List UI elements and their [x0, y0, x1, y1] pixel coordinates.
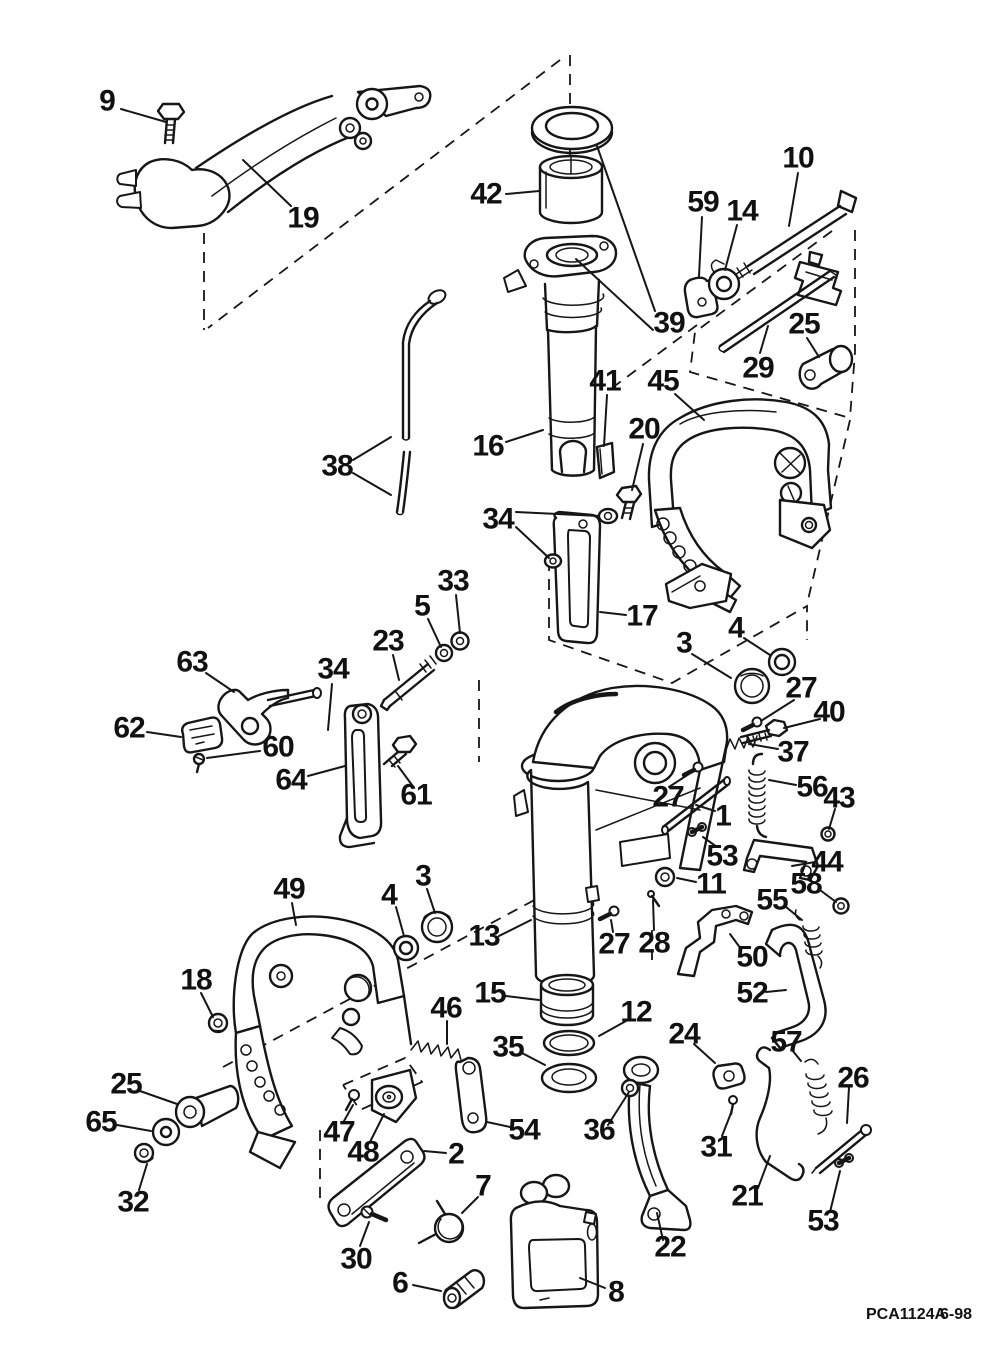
part-41-wedge — [597, 443, 614, 478]
callout-number-27-43: 27 — [598, 927, 630, 961]
part-56-spring — [749, 754, 766, 837]
part-46-spring — [411, 1041, 461, 1060]
part-3-bushing-right — [735, 669, 769, 703]
callout-number-63-21: 63 — [176, 645, 208, 679]
figure-date: 6-98 — [940, 1306, 973, 1323]
leader-line-38-13 — [353, 437, 391, 460]
part-60-screw — [194, 754, 204, 772]
callout-number-3-41: 3 — [415, 859, 431, 893]
callout-number-44-35: 44 — [811, 845, 843, 879]
leader-line-34-22 — [328, 684, 332, 730]
leader-line-17-15 — [600, 612, 626, 615]
leader-line-62-25 — [147, 732, 181, 737]
callout-number-54-61: 54 — [508, 1113, 540, 1147]
callout-number-60-26: 60 — [262, 730, 294, 764]
callout-number-55-38: 55 — [756, 883, 788, 917]
callout-number-52-47: 52 — [736, 976, 768, 1010]
callout-number-34-14: 34 — [482, 502, 514, 536]
part-7-torsion-spring — [419, 1201, 463, 1243]
callout-number-25-54: 25 — [110, 1067, 142, 1101]
leader-line-52-47 — [766, 990, 786, 992]
part-17-link-plate — [554, 512, 600, 643]
callout-number-42-2: 42 — [470, 177, 502, 211]
callout-number-25-6: 25 — [788, 307, 820, 341]
callout-number-9-0: 9 — [99, 84, 115, 118]
leader-line-55-38 — [786, 907, 802, 920]
leader-line-33-16 — [456, 595, 460, 633]
leader-line-42-2 — [506, 191, 539, 194]
callout-number-49-39: 49 — [273, 872, 305, 906]
part-5-washer — [436, 645, 452, 661]
callout-number-59-4: 59 — [687, 185, 719, 219]
callout-number-12-50: 12 — [620, 995, 652, 1029]
part-57-spring — [805, 1059, 832, 1134]
part-3-bushing-left — [422, 912, 452, 942]
callout-number-39-8: 39 — [653, 306, 685, 340]
callout-number-8-67: 8 — [608, 1275, 624, 1309]
leader-line-18-46 — [201, 993, 213, 1017]
callout-number-3-19: 3 — [676, 626, 692, 660]
part-6-pin — [444, 1270, 484, 1308]
leader-line-54-61 — [487, 1122, 510, 1127]
part-38-link-rod — [397, 287, 448, 514]
figure-code: PCA1124A — [866, 1306, 947, 1323]
part-4-washer-left — [394, 936, 418, 960]
callout-number-20-12: 20 — [628, 412, 660, 446]
leader-line-64-28 — [308, 766, 345, 776]
part-62-tilt-knob — [182, 718, 222, 753]
callout-number-6-66: 6 — [392, 1266, 408, 1300]
callout-number-5-17: 5 — [414, 589, 430, 623]
callout-number-29-7: 29 — [742, 351, 774, 385]
callout-number-32-63: 32 — [117, 1185, 149, 1219]
leader-line-23-18 — [393, 655, 399, 680]
callout-number-64-28: 64 — [275, 763, 307, 797]
callout-number-4-20: 4 — [728, 611, 744, 645]
callout-number-22-68: 22 — [654, 1230, 686, 1264]
callout-number-14-5: 14 — [726, 194, 758, 228]
part-48-cap — [376, 1086, 402, 1108]
part-35-seal — [542, 1064, 596, 1092]
callout-number-50-45: 50 — [736, 940, 768, 974]
callout-number-24-52: 24 — [668, 1017, 700, 1051]
leader-line-15-49 — [506, 996, 539, 1000]
part-54-arm — [456, 1058, 486, 1132]
callout-number-62-25: 62 — [113, 711, 145, 745]
leader-line-29-7 — [760, 326, 768, 353]
callout-number-1-31: 1 — [715, 799, 731, 833]
leader-line-4-20 — [744, 638, 770, 655]
callout-number-48-60: 48 — [347, 1135, 379, 1169]
leader-line-65-56 — [117, 1125, 151, 1131]
leader-line-5-17 — [428, 619, 441, 647]
callout-number-11-36: 11 — [696, 867, 726, 901]
leader-line-20-12 — [632, 444, 643, 490]
callout-number-40-24: 40 — [813, 695, 845, 729]
leader-line-28-44 — [653, 900, 654, 930]
part-33-nut — [452, 633, 469, 650]
leader-line-16-11 — [506, 430, 543, 442]
callout-number-65-56: 65 — [85, 1105, 117, 1139]
callout-number-38-13: 38 — [321, 449, 353, 483]
callout-number-56-32: 56 — [796, 770, 828, 804]
callout-number-53-69: 53 — [807, 1204, 839, 1238]
leader-line-14-5 — [725, 225, 737, 270]
part-61-bolt — [384, 736, 416, 767]
callout-number-17-15: 17 — [626, 599, 658, 633]
callout-number-30-64: 30 — [340, 1242, 372, 1276]
callout-number-27-23: 27 — [785, 671, 817, 705]
callout-number-18-46: 18 — [180, 963, 212, 997]
callout-number-57-53: 57 — [770, 1025, 802, 1059]
callout-number-4-40: 4 — [381, 878, 397, 912]
part-15-bushing — [541, 975, 593, 1025]
callout-number-13-42: 13 — [468, 919, 500, 953]
part-39-seal-ring — [532, 107, 612, 153]
part-21-wire-spring — [757, 1047, 804, 1180]
leader-line-58-37 — [820, 890, 836, 902]
callout-number-15-49: 15 — [474, 976, 506, 1010]
leader-line-6-66 — [413, 1285, 441, 1291]
part-42-bushing — [540, 156, 602, 223]
callout-number-36-57: 36 — [583, 1113, 615, 1147]
part-30-screw — [362, 1207, 387, 1221]
callout-number-34-22: 34 — [317, 652, 349, 686]
callout-number-61-29: 61 — [400, 778, 432, 812]
leader-line-4-40 — [396, 907, 404, 936]
part-11-washer — [656, 868, 674, 886]
part-8-lock-plate — [511, 1175, 598, 1308]
leader-line-13-42 — [499, 920, 531, 936]
callout-number-45-10: 45 — [647, 364, 679, 398]
leader-line-63-21 — [206, 673, 234, 692]
callout-number-23-18: 23 — [372, 624, 404, 658]
part-20-bolt — [617, 486, 641, 519]
callout-number-47-59: 47 — [323, 1115, 355, 1149]
leader-line-35-51 — [522, 1053, 545, 1065]
leader-line-19-1 — [243, 160, 291, 206]
part-14-retainer — [709, 260, 739, 299]
callout-number-16-11: 16 — [472, 429, 504, 463]
part-24-clamp — [714, 1064, 745, 1089]
leader-line-34-14 — [516, 527, 549, 558]
callout-number-26-55: 26 — [837, 1061, 869, 1095]
part-43-nut — [822, 828, 835, 841]
callout-number-7-65: 7 — [475, 1169, 491, 1203]
callout-number-33-16: 33 — [437, 564, 469, 598]
part-16-steering-tube — [504, 236, 616, 476]
callout-number-53-34: 53 — [706, 839, 738, 873]
leader-line-60-26 — [207, 751, 260, 758]
leader-line-25-54 — [140, 1091, 177, 1104]
callout-number-19-1: 19 — [287, 201, 319, 235]
part-25-bushing-lower — [176, 1086, 238, 1127]
leader-line-41-9 — [604, 395, 607, 446]
part-53-clip-lower — [835, 1154, 853, 1167]
leader-line-3-19 — [692, 654, 731, 678]
part-36-nut — [622, 1080, 638, 1096]
part-65-washer — [153, 1119, 179, 1145]
part-12-o-ring — [544, 1031, 594, 1055]
clamp-pad-block — [666, 564, 731, 608]
part-64-lock-lever — [340, 704, 381, 847]
leader-line-10-3 — [789, 173, 798, 226]
callout-number-27-30: 27 — [652, 780, 684, 814]
callout-number-28-44: 28 — [638, 926, 670, 960]
part-23-shaft — [381, 656, 436, 710]
leader-line-56-32 — [769, 780, 796, 785]
part-32-nut — [135, 1144, 153, 1162]
callout-number-31-58: 31 — [700, 1130, 732, 1164]
part-31-screw — [729, 1096, 737, 1114]
leader-line-11-36 — [677, 878, 696, 882]
callout-number-21-70: 21 — [731, 1179, 763, 1213]
callout-number-46-48: 46 — [430, 991, 462, 1025]
leader-line-38-13 — [353, 473, 391, 495]
part-9-bolt — [158, 104, 184, 143]
leader-line-59-4 — [699, 217, 702, 276]
callout-number-10-3: 10 — [782, 141, 814, 175]
callout-number-35-51: 35 — [492, 1030, 524, 1064]
part-18-nut — [209, 1014, 227, 1032]
callout-number-58-37: 58 — [790, 867, 822, 901]
callout-number-2-62: 2 — [448, 1137, 464, 1171]
callout-number-41-9: 41 — [589, 364, 621, 398]
callout-number-43-33: 43 — [823, 781, 855, 815]
leader-line-3-41 — [427, 889, 435, 913]
part-25-spacer-upper — [800, 346, 852, 389]
leader-line-2-62 — [424, 1151, 446, 1153]
leader-line-25-6 — [807, 338, 819, 357]
part-53-clip-upper — [688, 823, 706, 836]
callout-number-37-27: 37 — [777, 735, 809, 769]
